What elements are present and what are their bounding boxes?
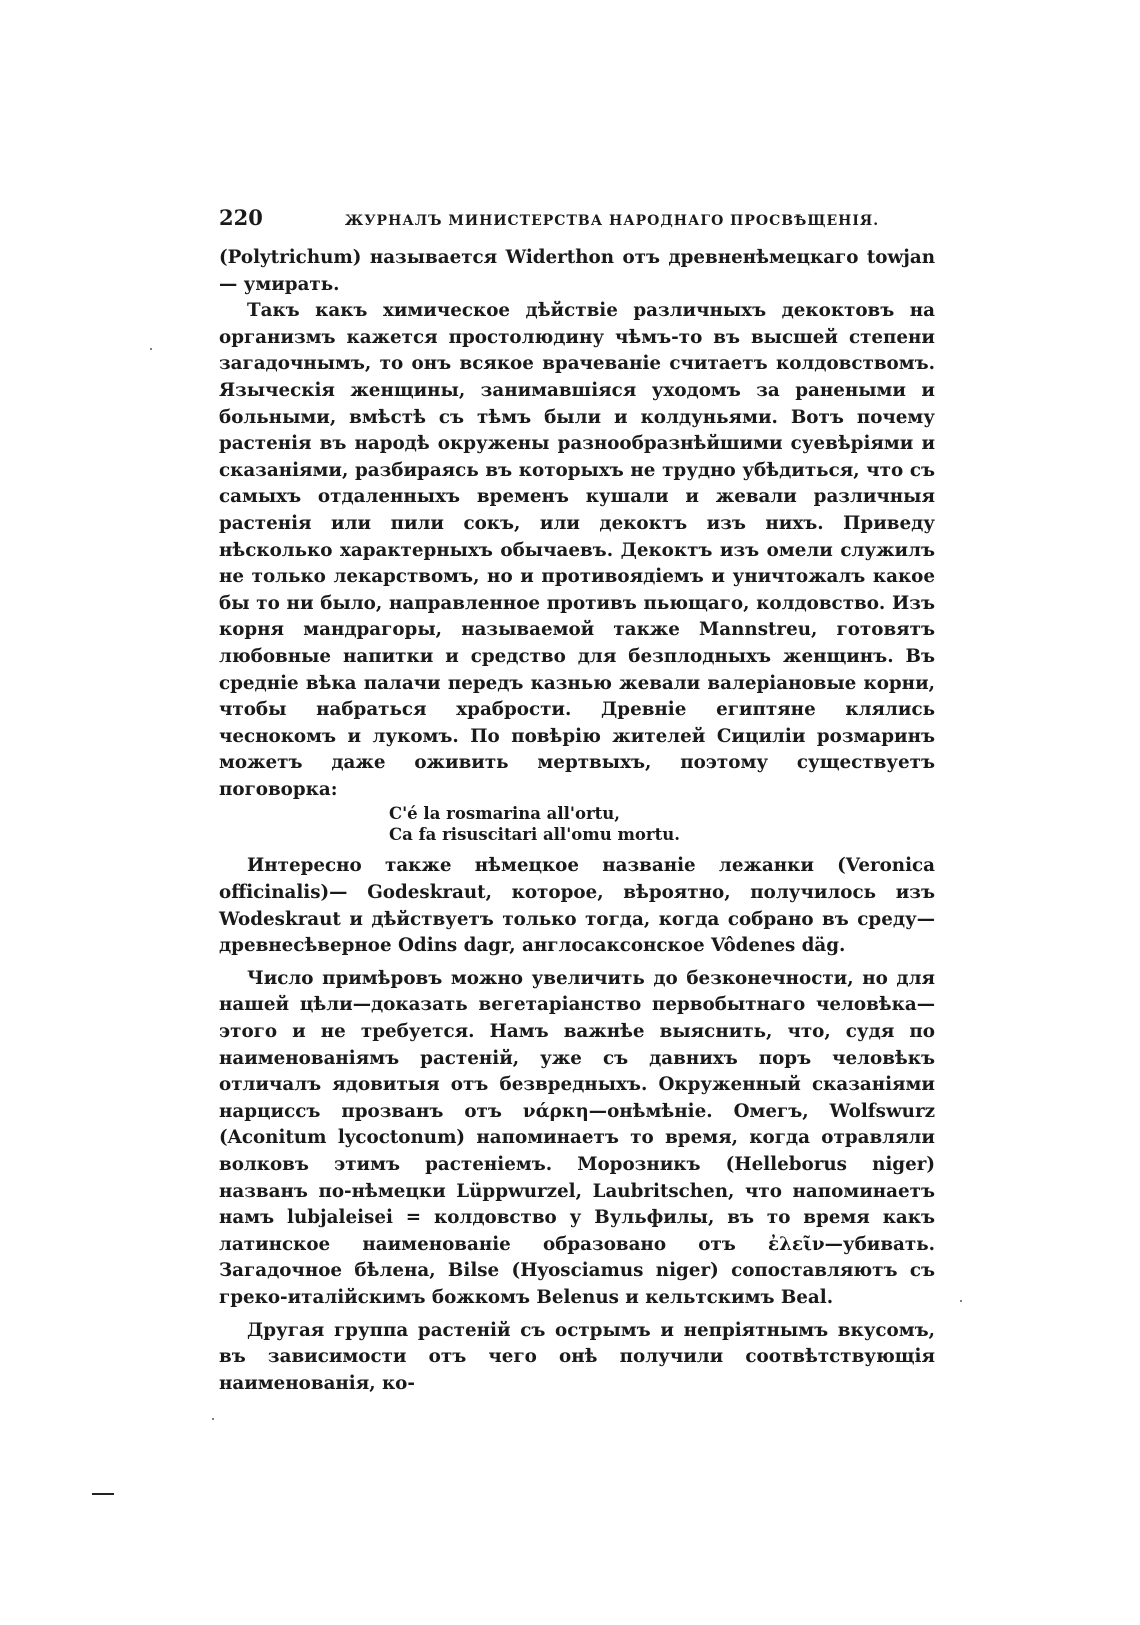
paragraph-bitter-plants: Другая группа растеній съ острымъ и непріятнымъ вкусомъ, въ зависимости отъ чего онѣ получили соотвѣтствующія наименованія, ко- xyxy=(219,1319,935,1394)
book-page xyxy=(219,205,935,1397)
paragraph-magic-remedies: Такъ какъ химическое дѣйствіе различныхъ декоктовъ на организмъ кажется простолюдину чѣмъ-то въ высшей степени загадочнымъ, то онъ всякое врачеваніе считаетъ колдовствомъ. Языческія женщины, занимавшіяся уходомъ за ранеными и больными, вмѣстѣ съ тѣмъ были и колдуньями. Вотъ почему растенія въ народѣ окружены разнообразнѣйшими суевѣріями и сказаніями, разбираясь въ которыхъ не трудно убѣдиться, что съ самыхъ отдаленныхъ временъ кушали и жевали различныя растенія или пили сокъ, или декоктъ изъ нихъ. Приведу нѣсколько характерныхъ обычаевъ. Декоктъ изъ омели служилъ не только лекарствомъ, но и противоядіемъ и уничтожалъ какое бы то ни было, направленное противъ пьющаго, колдовство. Изъ корня мандрагоры, называемой также Mannstreu, готовятъ любовные напитки и средство для безплодныхъ женщинъ. Въ средніе вѣка палачи передъ казнью жевали валеріановые корни, чтобы набраться храбрости. Древніе египтяне клялись чеснокомъ и лукомъ. По повѣрію жителей Сициліи розмаринъ можетъ даже оживить мертвыхъ, поэтому существуетъ поговорка: xyxy=(219,300,935,800)
margin-dash xyxy=(92,1493,114,1495)
paragraph-veronica: Интересно также нѣмецкое названіе лежанки (Veronica officinalis)— Godeskraut, которое, вѣроятно, получилось изъ Wodeskraut и дѣйствуетъ только тогда, когда собрано въ среду—древнесѣверное Odins dagr, англосаксонское Vôdenes däg. xyxy=(219,855,935,957)
verse-line-2: Ca fa risuscitari all'omu mortu. xyxy=(389,825,680,845)
page-header xyxy=(219,205,935,245)
proverb-verse xyxy=(389,803,935,845)
running-title: ЖУРНАЛЪ МИНИСТЕРСТВА НАРОДНАГО ПРОСВѢЩЕНІЯ. xyxy=(344,213,880,229)
paragraph-poisonous-plants: Число примѣровъ можно увеличить до безконечности, но для нашей цѣли—доказать вегетаріанство первобытнаго человѣка—этого и не требуется. Намъ важнѣе выяснить, что, судя по наименованіямъ растеній, уже съ давнихъ поръ человѣкъ отличалъ ядовитыя отъ безвредныхъ. Окруженный сказаніями нарциссъ прозванъ отъ νάρκη—онѣмѣніе. Омегъ, Wolfswurz (Aconitum lycoctonum) напоминаетъ то время, когда отравляли волковъ этимъ растеніемъ. Морозникъ (Helleborus niger) названъ по-нѣмецки Lüppwurzel, Laubritschen, что напоминаетъ намъ lubjaleisei = колдовство у Вульфилы, въ то время какъ латинское наименованіе образовано отъ ἐλεῖν—убивать. Загадочное бѣлена, Bilse (Hyosciamus niger) сопоставляютъ съ греко-италійскимъ божкомъ Belenus и кельтскимъ Beal. xyxy=(219,967,935,1308)
paragraph-continued: (Polytrichum) называется Widerthon отъ древненѣмецкаго towjan — умирать. xyxy=(219,247,935,295)
scan-speck xyxy=(960,1300,962,1302)
page-number: 220 xyxy=(219,205,263,230)
verse-line-1: C'é la rosmarina all'ortu, xyxy=(389,804,620,824)
scan-speck xyxy=(150,348,152,350)
scan-speck xyxy=(212,1418,214,1420)
